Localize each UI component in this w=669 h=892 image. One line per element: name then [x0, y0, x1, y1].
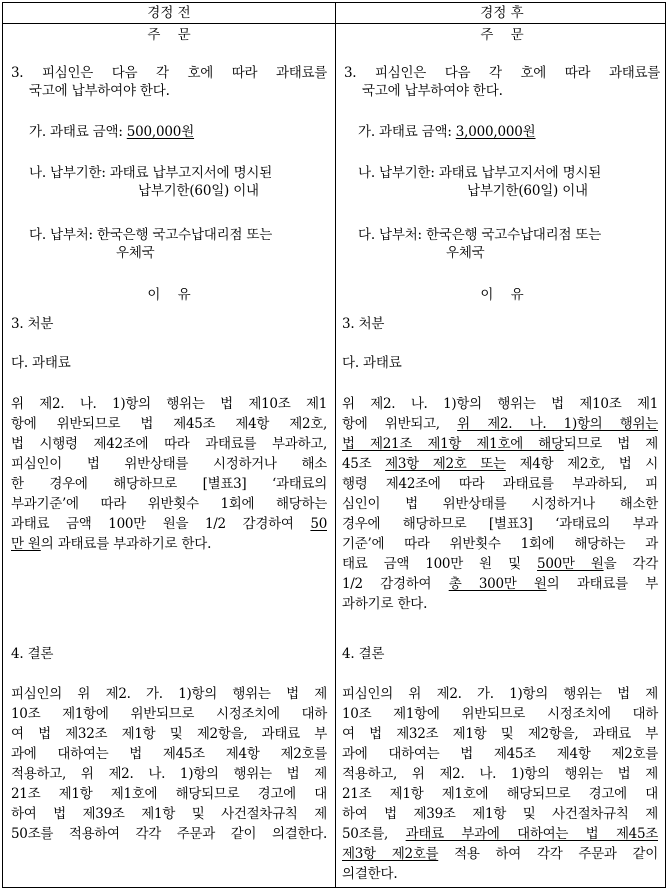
concl-line: 50조를 적용하여 각각 주문과 같이 의결한다. [11, 826, 327, 842]
reason-title: 이 유 [480, 287, 524, 303]
concl-line: 피심인의 위 제2. 가. 1)항의 행위는 법 제 [342, 686, 658, 702]
underlined-change: 과태료 부과에 대하여는 법 제45조 [405, 826, 658, 842]
concl-line: 여 법 제32조 제1항 및 제2항을, 과태료 부 [342, 726, 658, 742]
concl-line: 적용하고, 위 제2. 나. 1)항의 행위는 법 제 [11, 766, 327, 782]
para-line: 과하기로 한다. [342, 596, 428, 612]
underlined-change: 총 300만 원 [448, 576, 547, 592]
text-run: 1/2 감경하여 [342, 576, 449, 592]
order-title: 주 문 [480, 27, 524, 43]
para-line: 위 제2. 나. 1)항의 행위는 법 제10조 제1 [11, 396, 327, 412]
para-line [342, 576, 658, 592]
para-line: 위 제2. 나. 1)항의 행위는 법 제10조 제1 [342, 396, 658, 412]
para-line: 심인이 법 위반상태를 시정하거나 해소한 [342, 496, 658, 512]
para-line: 항에 위반되므로 법 제45조 제4항 제2호, [11, 416, 327, 432]
fine-amount: 3,000,000원 [455, 124, 536, 140]
conclusion-heading: 4. 결론 [11, 646, 54, 662]
text-run: 을 각각 [603, 556, 658, 572]
concl-line [342, 846, 658, 862]
before-header: 경정 전 [147, 5, 191, 21]
place-line-2: 우체국 [446, 245, 485, 261]
text-run: 50조를, [342, 826, 406, 842]
fine-label: 가. 과태료 금액: [358, 124, 456, 140]
para-line [342, 456, 658, 472]
para-line: 경우에 해당하므로 [별표3] ‘과태료의 부과 [342, 516, 658, 532]
due-line-1: 나. 납부기한: 과태료 납부고지서에 명시된 [29, 165, 273, 181]
concl-line: 적용하고, 위 제2. 나. 1)항의 행위는 법 제 [342, 766, 658, 782]
para-line: 기준’에 따라 위반횟수 1회에 해당하는 과 [342, 536, 658, 552]
concl-line: 하여 법 제39조 제1항 및 사건절차규칙 제 [342, 806, 658, 822]
underlined-amount: 만 원 [11, 536, 41, 552]
conclusion-heading: 4. 결론 [342, 646, 385, 662]
para-line [342, 416, 658, 432]
concl-line: 의결한다. [342, 866, 398, 882]
concl-line [342, 826, 658, 842]
underlined-change: 500만 원 [537, 556, 604, 572]
concl-line: 하여 법 제39조 제1항 및 사건절차규칙 제 [11, 806, 327, 822]
para-line [342, 436, 658, 452]
fine-amount-line [358, 124, 536, 140]
order-item-3: 3. 피심인은 다음 각 호에 따라 과태료를 [344, 65, 660, 81]
before-column [3, 3, 335, 887]
para-line: 한 경우에 해당하므로 [별표3] ‘과태료의 [11, 476, 327, 492]
concl-line: 여 법 제32조 제1항 및 제2항을, 과태료 부 [11, 726, 327, 742]
concl-line: 과에 대하여는 법 제45조 제4항 제2호를 [342, 746, 658, 762]
underlined-change: 제3항 제2호 또는 [385, 456, 506, 472]
para-line: 부과기준’에 따라 위반횟수 1회에 해당하는 [11, 496, 327, 512]
underlined-change: 위 제2. 나. 1)항의 행위는 [457, 416, 658, 432]
concl-line: 10조 제1항에 위반되므로 시정조치에 대하 [11, 706, 327, 722]
fine-amount: 500,000원 [126, 124, 195, 140]
text-run: 되므로 법 제 [563, 436, 658, 452]
text-run: 45조 [342, 456, 386, 472]
order-item-3: 3. 피심인은 다음 각 호에 따라 과태료를 [11, 65, 327, 81]
reason-title: 이 유 [147, 287, 191, 303]
order-title: 주 문 [147, 27, 191, 43]
text-run: 적용 하여 각각 주문과 같이 [438, 846, 659, 862]
due-line-2: 납부기한(60일) 이내 [467, 183, 588, 199]
text-run: 태료 금액 100만 원 및 [342, 556, 538, 572]
fine-amount-line [29, 124, 194, 140]
disposition-heading: 3. 처분 [11, 316, 54, 332]
fine-heading: 다. 과태료 [11, 355, 71, 371]
para-line [342, 556, 658, 572]
text-run: 제4항 제2호, 법 시 [505, 456, 658, 472]
due-line-1: 나. 납부기한: 과태료 납부고지서에 명시된 [358, 165, 602, 181]
text-run: 의 과태료를 부 [546, 576, 659, 592]
para-line: 행령 제42조에 따라 과태료를 부과하되, 피 [342, 476, 658, 492]
order-item-3-cont: 국고에 납부하여야 한다. [362, 83, 503, 99]
due-line-2: 납부기한(60일) 이내 [138, 183, 259, 199]
after-column [336, 3, 668, 887]
para-line [11, 516, 327, 532]
underlined-amount: 50 [310, 516, 327, 532]
underlined-change: 법 제21조 제1항 제1호에 해당 [342, 436, 564, 452]
underlined-change: 제3항 제2호를 [342, 846, 439, 862]
order-item-3-cont: 국고에 납부하여야 한다. [29, 83, 170, 99]
fine-heading: 다. 과태료 [342, 355, 402, 371]
concl-line: 10조 제1항에 위반되므로 시정조치에 대하 [342, 706, 658, 722]
concl-line: 피심인의 위 제2. 가. 1)항의 행위는 법 제 [11, 686, 327, 702]
concl-line: 21조 제1항 제1호에 해당되므로 경고에 대 [11, 786, 327, 802]
fine-label: 가. 과태료 금액: [29, 124, 127, 140]
place-line-1: 다. 납부처: 한국은행 국고수납대리점 또는 [358, 227, 602, 243]
text-run: 의 과태료를 부과하기로 한다. [40, 536, 212, 552]
after-header: 경정 후 [480, 5, 524, 21]
place-line-1: 다. 납부처: 한국은행 국고수납대리점 또는 [29, 227, 273, 243]
text-run: 과태료 금액 100만 원을 1/2 감경하여 [11, 516, 311, 532]
disposition-heading: 3. 처분 [342, 316, 385, 332]
para-line [11, 536, 211, 552]
place-line-2: 우체국 [116, 245, 155, 261]
comparison-table [2, 2, 666, 888]
text-run: 항에 위반되고, [342, 416, 458, 432]
concl-line: 과에 대하여는 법 제45조 제4항 제2호를 [11, 746, 327, 762]
concl-line: 21조 제1항 제1호에 해당되므로 경고에 대 [342, 786, 658, 802]
para-line: 법 시행령 제42조에 따라 과태료를 부과하고, [11, 436, 327, 452]
para-line: 피심인이 법 위반상태를 시정하거나 해소 [11, 456, 327, 472]
